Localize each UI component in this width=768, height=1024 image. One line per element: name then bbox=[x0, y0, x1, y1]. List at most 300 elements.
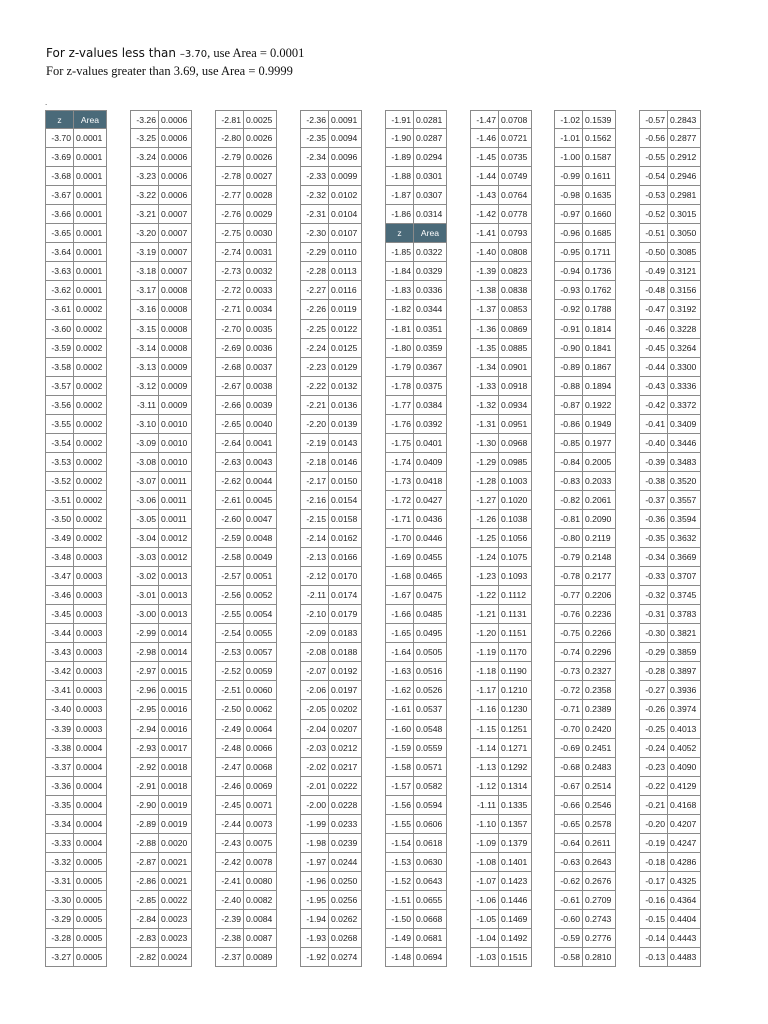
area-value: 0.0009 bbox=[161, 380, 188, 391]
z-value: -2.83 bbox=[131, 929, 159, 947]
z-value: -1.11 bbox=[471, 796, 499, 814]
area-value: 0.0418 bbox=[416, 475, 443, 486]
area-value: 0.0075 bbox=[246, 837, 273, 848]
area-value: 0.0274 bbox=[331, 952, 358, 963]
z-value: -3.62 bbox=[46, 281, 74, 299]
table-row bbox=[639, 586, 701, 605]
area-value: 0.0003 bbox=[76, 723, 103, 734]
table-row bbox=[45, 281, 107, 300]
area-value: 0.0409 bbox=[416, 456, 443, 467]
table-row bbox=[300, 872, 362, 891]
area-value: 0.0025 bbox=[246, 115, 273, 125]
table-row bbox=[300, 262, 362, 281]
z-value: -1.86 bbox=[386, 205, 414, 223]
z-value: -1.32 bbox=[471, 396, 499, 414]
z-value: -3.57 bbox=[46, 377, 74, 395]
z-value: -1.26 bbox=[471, 510, 499, 528]
z-value: -2.67 bbox=[216, 377, 244, 395]
z-value: -2.62 bbox=[216, 472, 244, 490]
table-row bbox=[639, 929, 701, 948]
table-row bbox=[385, 320, 447, 339]
z-value: -2.40 bbox=[216, 891, 244, 909]
area-value: 0.0099 bbox=[331, 171, 358, 182]
area-value: 0.3520 bbox=[670, 475, 697, 486]
table-row bbox=[130, 910, 192, 929]
table-row bbox=[45, 815, 107, 834]
area-value: 0.0013 bbox=[161, 571, 188, 582]
table-row bbox=[300, 129, 362, 148]
z-value: -0.65 bbox=[555, 815, 583, 833]
table-row bbox=[385, 624, 447, 643]
area-value: 0.0853 bbox=[501, 304, 528, 315]
z-value: -2.32 bbox=[301, 186, 329, 204]
table-row bbox=[470, 586, 532, 605]
area-value: 0.0125 bbox=[331, 342, 358, 353]
table-row bbox=[300, 320, 362, 339]
z-value: -0.80 bbox=[555, 529, 583, 547]
z-value: -3.45 bbox=[46, 605, 74, 623]
area-value: 0.0002 bbox=[76, 380, 103, 391]
z-value: -2.16 bbox=[301, 491, 329, 509]
z-value: -2.07 bbox=[301, 662, 329, 680]
z-value: -2.48 bbox=[216, 739, 244, 757]
z-value: -3.22 bbox=[131, 186, 159, 204]
table-row bbox=[385, 186, 447, 205]
area-value: 0.3050 bbox=[670, 228, 697, 239]
table-row bbox=[639, 110, 701, 129]
table-row bbox=[45, 491, 107, 510]
z-value: -0.62 bbox=[555, 872, 583, 890]
area-value: 0.1894 bbox=[585, 380, 612, 391]
z-value: -2.11 bbox=[301, 586, 329, 604]
z-value: -0.98 bbox=[555, 186, 583, 204]
table-row bbox=[470, 205, 532, 224]
table-row bbox=[215, 834, 277, 853]
z-value: -2.25 bbox=[301, 320, 329, 338]
table-row bbox=[385, 891, 447, 910]
table-row bbox=[639, 548, 701, 567]
z-value: -2.06 bbox=[301, 681, 329, 699]
z-value: -1.21 bbox=[471, 605, 499, 623]
z-value: -3.01 bbox=[131, 586, 159, 604]
table-row bbox=[639, 167, 701, 186]
z-value: -2.14 bbox=[301, 529, 329, 547]
table-row bbox=[215, 872, 277, 891]
z-value: -2.00 bbox=[301, 796, 329, 814]
table-row bbox=[385, 243, 447, 262]
z-value: -2.68 bbox=[216, 358, 244, 376]
z-value: -1.73 bbox=[386, 472, 414, 490]
table-row bbox=[215, 205, 277, 224]
table-row bbox=[385, 472, 447, 491]
table-row bbox=[470, 872, 532, 891]
z-value: -2.95 bbox=[131, 700, 159, 718]
z-value: -1.05 bbox=[471, 910, 499, 928]
z-value: -2.31 bbox=[301, 205, 329, 223]
table-column bbox=[45, 110, 107, 967]
area-value: 0.0003 bbox=[76, 590, 103, 601]
instructions bbox=[46, 45, 646, 79]
table-row bbox=[130, 243, 192, 262]
table-row bbox=[385, 262, 447, 281]
table-row bbox=[639, 281, 701, 300]
table-row bbox=[385, 739, 447, 758]
table-row bbox=[130, 396, 192, 415]
table-row bbox=[130, 643, 192, 662]
z-value: -0.83 bbox=[555, 472, 583, 490]
area-value: 0.0052 bbox=[246, 590, 273, 601]
table-row bbox=[554, 548, 616, 567]
area-value: 0.0268 bbox=[331, 933, 358, 944]
table-row bbox=[130, 720, 192, 739]
z-value: -1.56 bbox=[386, 796, 414, 814]
z-value: -2.24 bbox=[301, 339, 329, 357]
table-row bbox=[215, 643, 277, 662]
table-row bbox=[215, 167, 277, 186]
z-value: -2.84 bbox=[131, 910, 159, 928]
area-value: 0.0006 bbox=[161, 171, 188, 182]
table-row bbox=[300, 434, 362, 453]
area-value: 0.0035 bbox=[246, 323, 273, 334]
table-row bbox=[45, 700, 107, 719]
table-row bbox=[45, 129, 107, 148]
area-value: 0.1056 bbox=[501, 533, 528, 544]
area-header: Area bbox=[80, 115, 100, 125]
table-row bbox=[554, 472, 616, 491]
area-value: 0.0022 bbox=[161, 894, 188, 905]
table-row bbox=[470, 148, 532, 167]
table-row bbox=[130, 605, 192, 624]
table-row bbox=[215, 300, 277, 319]
z-value: -1.66 bbox=[386, 605, 414, 623]
table-row bbox=[639, 739, 701, 758]
area-value: 0.0401 bbox=[416, 437, 443, 448]
z-value: -3.29 bbox=[46, 910, 74, 928]
area-value: 0.0136 bbox=[331, 399, 358, 410]
table-row bbox=[639, 148, 701, 167]
table-row bbox=[554, 948, 616, 967]
area-value: 0.0043 bbox=[246, 456, 273, 467]
z-value: -0.33 bbox=[640, 567, 668, 585]
table-row bbox=[639, 129, 701, 148]
z-value: -2.65 bbox=[216, 415, 244, 433]
z-value: -3.50 bbox=[46, 510, 74, 528]
table-row bbox=[385, 643, 447, 662]
table-header-row bbox=[385, 224, 447, 243]
z-value: -3.35 bbox=[46, 796, 74, 814]
z-value: -3.23 bbox=[131, 167, 159, 185]
area-value: 0.0010 bbox=[161, 418, 188, 429]
z-value: -2.01 bbox=[301, 777, 329, 795]
table-row bbox=[554, 148, 616, 167]
area-value: 0.0643 bbox=[416, 875, 443, 886]
table-row bbox=[45, 148, 107, 167]
table-row bbox=[45, 300, 107, 319]
area-value: 0.4129 bbox=[670, 780, 697, 791]
z-value: -3.20 bbox=[131, 224, 159, 242]
z-value: -1.31 bbox=[471, 415, 499, 433]
area-value: 0.0028 bbox=[246, 190, 273, 201]
table-row bbox=[639, 320, 701, 339]
area-value: 0.0179 bbox=[331, 609, 358, 620]
table-row bbox=[215, 510, 277, 529]
area-value: 0.0001 bbox=[76, 133, 103, 144]
z-value: -1.97 bbox=[301, 853, 329, 871]
area-value: 0.1131 bbox=[501, 609, 527, 620]
z-value: -0.46 bbox=[640, 320, 668, 338]
area-value: 0.0055 bbox=[246, 628, 273, 639]
area-value: 0.0287 bbox=[416, 133, 443, 144]
area-value: 0.0003 bbox=[76, 628, 103, 639]
area-value: 0.0244 bbox=[331, 856, 358, 867]
table-row bbox=[130, 929, 192, 948]
z-value: -2.12 bbox=[301, 567, 329, 585]
table-row bbox=[639, 415, 701, 434]
area-value: 0.1335 bbox=[501, 799, 528, 810]
table-row bbox=[470, 948, 532, 967]
table-row bbox=[554, 567, 616, 586]
area-value: 0.2877 bbox=[670, 133, 697, 144]
z-value: -3.33 bbox=[46, 834, 74, 852]
table-row bbox=[470, 186, 532, 205]
area-value: 0.3557 bbox=[670, 494, 697, 505]
table-row bbox=[45, 624, 107, 643]
table-row bbox=[300, 167, 362, 186]
table-row bbox=[300, 243, 362, 262]
z-value: -0.20 bbox=[640, 815, 668, 833]
table-row bbox=[215, 243, 277, 262]
table-row bbox=[385, 396, 447, 415]
z-value: -2.17 bbox=[301, 472, 329, 490]
area-value: 0.0005 bbox=[76, 952, 103, 963]
z-value: -3.08 bbox=[131, 453, 159, 471]
z-value: -0.90 bbox=[555, 339, 583, 357]
area-value: 0.0256 bbox=[331, 894, 358, 905]
instruction-text: For z-values less than bbox=[46, 46, 180, 60]
table-row bbox=[639, 491, 701, 510]
area-value: 0.2177 bbox=[585, 571, 612, 582]
z-value: -1.30 bbox=[471, 434, 499, 452]
z-value: -2.79 bbox=[216, 148, 244, 166]
area-value: 0.0630 bbox=[416, 856, 443, 867]
table-row bbox=[130, 339, 192, 358]
table-row bbox=[215, 700, 277, 719]
z-value: -0.47 bbox=[640, 300, 668, 318]
area-value: 0.1685 bbox=[585, 228, 612, 239]
area-value: 0.2743 bbox=[585, 913, 612, 924]
table-row bbox=[300, 910, 362, 929]
area-value: 0.0002 bbox=[76, 323, 103, 334]
table-row bbox=[385, 910, 447, 929]
table-row bbox=[639, 453, 701, 472]
area-value: 0.2643 bbox=[585, 856, 612, 867]
z-value: -1.40 bbox=[471, 243, 499, 261]
area-value: 0.0006 bbox=[161, 115, 188, 125]
table-row bbox=[554, 415, 616, 434]
area-value: 0.1379 bbox=[501, 837, 528, 848]
area-value: 0.0001 bbox=[76, 247, 103, 258]
z-value: -0.61 bbox=[555, 891, 583, 909]
area-value: 0.0005 bbox=[76, 875, 103, 886]
area-value: 0.0002 bbox=[76, 533, 103, 544]
z-value: -3.40 bbox=[46, 700, 74, 718]
z-value: -2.56 bbox=[216, 586, 244, 604]
area-value: 0.0116 bbox=[331, 285, 357, 296]
table-row bbox=[130, 320, 192, 339]
table-row bbox=[300, 148, 362, 167]
table-row bbox=[130, 586, 192, 605]
table-row bbox=[130, 224, 192, 243]
z-value: -2.78 bbox=[216, 167, 244, 185]
table-row bbox=[45, 586, 107, 605]
area-value: 0.4364 bbox=[670, 894, 697, 905]
area-value: 0.0202 bbox=[331, 704, 358, 715]
z-value: -3.16 bbox=[131, 300, 159, 318]
area-value: 0.3859 bbox=[670, 647, 697, 658]
z-value: -2.76 bbox=[216, 205, 244, 223]
z-value: -2.73 bbox=[216, 262, 244, 280]
area-value: 0.0495 bbox=[416, 628, 443, 639]
table-row bbox=[45, 224, 107, 243]
area-value: 0.0036 bbox=[246, 342, 273, 353]
table-row bbox=[215, 281, 277, 300]
z-value: -1.35 bbox=[471, 339, 499, 357]
z-value: -2.35 bbox=[301, 129, 329, 147]
z-value: -2.55 bbox=[216, 605, 244, 623]
area-value: 0.0559 bbox=[416, 742, 443, 753]
area-value: 0.0174 bbox=[331, 590, 358, 601]
table-row bbox=[470, 358, 532, 377]
area-value: 0.0047 bbox=[246, 513, 273, 524]
area-value: 0.0068 bbox=[246, 761, 273, 772]
area-value: 0.2296 bbox=[585, 647, 612, 658]
z-value: -2.93 bbox=[131, 739, 159, 757]
table-row bbox=[385, 777, 447, 796]
z-value: -1.42 bbox=[471, 205, 499, 223]
table-row bbox=[470, 796, 532, 815]
table-row bbox=[470, 700, 532, 719]
area-value: 0.1401 bbox=[501, 856, 528, 867]
table-row bbox=[554, 720, 616, 739]
table-row bbox=[470, 453, 532, 472]
z-value: -1.61 bbox=[386, 700, 414, 718]
area-value: 0.0005 bbox=[76, 933, 103, 944]
area-value: 0.0003 bbox=[76, 704, 103, 715]
table-row bbox=[385, 129, 447, 148]
table-row bbox=[300, 834, 362, 853]
area-value: 0.0188 bbox=[331, 647, 358, 658]
z-value: -3.53 bbox=[46, 453, 74, 471]
table-row bbox=[385, 300, 447, 319]
area-value: 0.3121 bbox=[670, 266, 697, 277]
z-value: -0.52 bbox=[640, 205, 668, 223]
table-row bbox=[215, 948, 277, 967]
table-row bbox=[45, 910, 107, 929]
area-value: 0.3745 bbox=[670, 590, 697, 601]
z-value: -2.34 bbox=[301, 148, 329, 166]
table-row bbox=[470, 529, 532, 548]
table-row bbox=[470, 262, 532, 281]
table-row bbox=[215, 739, 277, 758]
area-value: 0.3707 bbox=[670, 571, 697, 582]
table-row bbox=[300, 510, 362, 529]
table-row bbox=[385, 281, 447, 300]
z-value: -3.30 bbox=[46, 891, 74, 909]
table-row bbox=[130, 739, 192, 758]
z-value: -1.12 bbox=[471, 777, 499, 795]
area-value: 0.0018 bbox=[161, 761, 188, 772]
area-value: 0.0233 bbox=[331, 818, 358, 829]
table-row bbox=[554, 396, 616, 415]
table-row bbox=[300, 662, 362, 681]
area-value: 0.1093 bbox=[501, 571, 528, 582]
area-value: 0.0019 bbox=[161, 799, 188, 810]
table-row bbox=[470, 300, 532, 319]
table-row bbox=[45, 567, 107, 586]
table-row bbox=[470, 129, 532, 148]
area-value: 0.2005 bbox=[585, 456, 612, 467]
table-row bbox=[554, 777, 616, 796]
z-value: -3.65 bbox=[46, 224, 74, 242]
z-value: -3.41 bbox=[46, 681, 74, 699]
table-row bbox=[639, 358, 701, 377]
table-row bbox=[470, 339, 532, 358]
area-value: 0.0001 bbox=[76, 152, 103, 163]
area-value: 0.4443 bbox=[670, 933, 697, 944]
table-row bbox=[300, 586, 362, 605]
z-value: -0.27 bbox=[640, 681, 668, 699]
table-row bbox=[470, 491, 532, 510]
table-row bbox=[300, 929, 362, 948]
z-value: -3.27 bbox=[46, 948, 74, 966]
table-row bbox=[215, 224, 277, 243]
area-value: 0.0027 bbox=[246, 171, 273, 182]
z-value: -0.77 bbox=[555, 586, 583, 604]
table-row bbox=[639, 434, 701, 453]
area-value: 0.2206 bbox=[585, 590, 612, 601]
table-row bbox=[130, 110, 192, 129]
area-value: 0.1762 bbox=[585, 285, 612, 296]
table-row bbox=[470, 167, 532, 186]
table-row bbox=[470, 681, 532, 700]
area-value: 0.3897 bbox=[670, 666, 697, 677]
z-value: -1.24 bbox=[471, 548, 499, 566]
area-value: 0.0012 bbox=[161, 552, 188, 563]
z-value: -2.81 bbox=[216, 111, 244, 128]
area-value: 0.0301 bbox=[416, 171, 443, 182]
z-value: -2.42 bbox=[216, 853, 244, 871]
table-row bbox=[45, 320, 107, 339]
z-value: -0.23 bbox=[640, 758, 668, 776]
area-value: 0.0294 bbox=[416, 152, 443, 163]
z-value: -0.89 bbox=[555, 358, 583, 376]
table-row bbox=[300, 415, 362, 434]
z-value: -2.98 bbox=[131, 643, 159, 661]
z-value: -1.95 bbox=[301, 891, 329, 909]
table-row bbox=[130, 300, 192, 319]
z-value: -2.03 bbox=[301, 739, 329, 757]
table-row bbox=[639, 910, 701, 929]
table-row bbox=[554, 110, 616, 129]
area-value: 0.2776 bbox=[585, 933, 612, 944]
z-value: -1.54 bbox=[386, 834, 414, 852]
area-value: 0.0096 bbox=[331, 152, 358, 163]
area-value: 0.2327 bbox=[585, 666, 612, 677]
z-value: -3.25 bbox=[131, 129, 159, 147]
z-value: -3.69 bbox=[46, 148, 74, 166]
area-value: 0.0007 bbox=[161, 247, 188, 258]
table-row bbox=[470, 929, 532, 948]
